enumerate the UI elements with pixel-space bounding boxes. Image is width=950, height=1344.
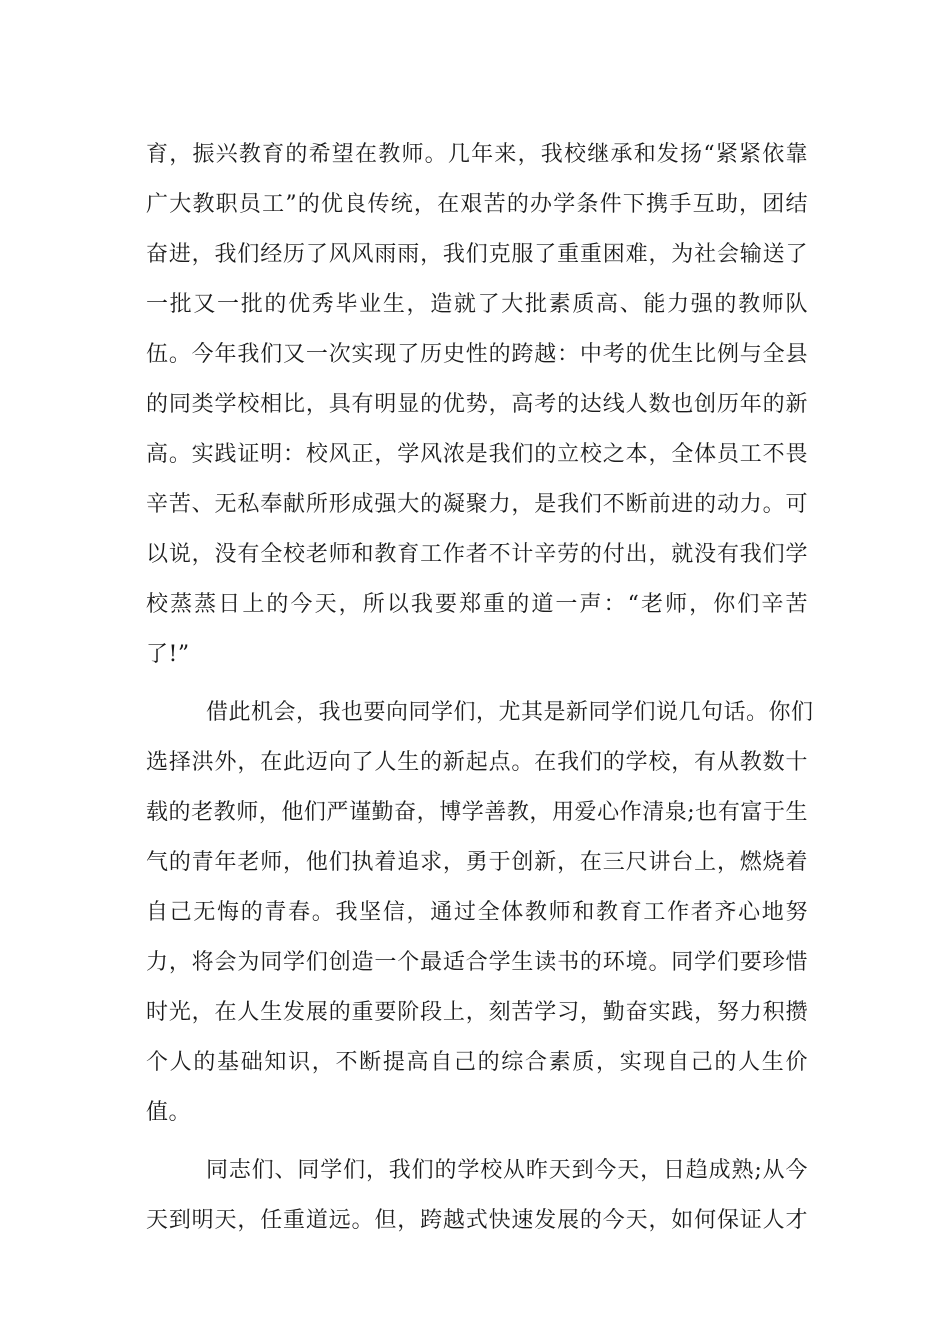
text-line: 了!” xyxy=(146,642,190,667)
text-line: 广大教职员工”的优良传统，在艰苦的办学条件下携手互助，团结 xyxy=(146,192,808,217)
text-line: 天到明天，任重道远。但，跨越式快速发展的今天，如何保证人才 xyxy=(146,1208,808,1233)
text-line: 借此机会，我也要向同学们，尤其是新同学们说几句话。你们 xyxy=(206,700,814,725)
paragraph xyxy=(146,688,814,1138)
text-line: 伍。今年我们又一次实现了历史性的跨越：中考的优生比例与全县 xyxy=(146,342,808,367)
paragraph xyxy=(146,1146,808,1246)
document-body xyxy=(146,130,814,1246)
text-line: 选择洪外，在此迈向了人生的新起点。在我们的学校，有从教数十 xyxy=(146,750,808,775)
text-line: 个人的基础知识，不断提高自己的综合素质，实现自己的人生价 xyxy=(146,1050,808,1075)
text-line: 自己无悔的青春。我坚信，通过全体教师和教育工作者齐心地努 xyxy=(146,900,808,925)
text-line: 奋进，我们经历了风风雨雨，我们克服了重重困难，为社会输送了 xyxy=(146,242,808,267)
text-line: 一批又一批的优秀毕业生，造就了大批素质高、能力强的教师队 xyxy=(146,292,808,317)
text-line: 值。 xyxy=(146,1100,192,1125)
text-line: 力，将会为同学们创造一个最适合学生读书的环境。同学们要珍惜 xyxy=(146,950,808,975)
text-line: 同志们、同学们，我们的学校从昨天到今天，日趋成熟;从今 xyxy=(206,1158,808,1183)
text-line: 以说，没有全校老师和教育工作者不计辛劳的付出，就没有我们学 xyxy=(146,542,808,567)
text-line: 育，振兴教育的希望在教师。几年来，我校继承和发扬“紧紧依靠 xyxy=(146,142,808,167)
text-line: 时光，在人生发展的重要阶段上，刻苦学习，勤奋实践，努力积攒 xyxy=(146,1000,808,1025)
paragraph xyxy=(146,130,808,680)
text-line: 校蒸蒸日上的今天，所以我要郑重的道一声：“老师，你们辛苦 xyxy=(146,592,808,617)
text-line: 气的青年老师，他们执着追求，勇于创新，在三尺讲台上，燃烧着 xyxy=(146,850,808,875)
paragraph-gap xyxy=(146,680,808,688)
text-line: 辛苦、无私奉献所形成强大的凝聚力，是我们不断前进的动力。可 xyxy=(146,492,808,517)
text-line: 高。实践证明：校风正，学风浓是我们的立校之本，全体员工不畏 xyxy=(146,442,808,467)
text-line: 的同类学校相比，具有明显的优势，高考的达线人数也创历年的新 xyxy=(146,392,808,417)
paragraph-gap xyxy=(146,1138,808,1146)
text-line: 载的老教师，他们严谨勤奋，博学善教，用爱心作清泉;也有富于生 xyxy=(146,800,808,825)
